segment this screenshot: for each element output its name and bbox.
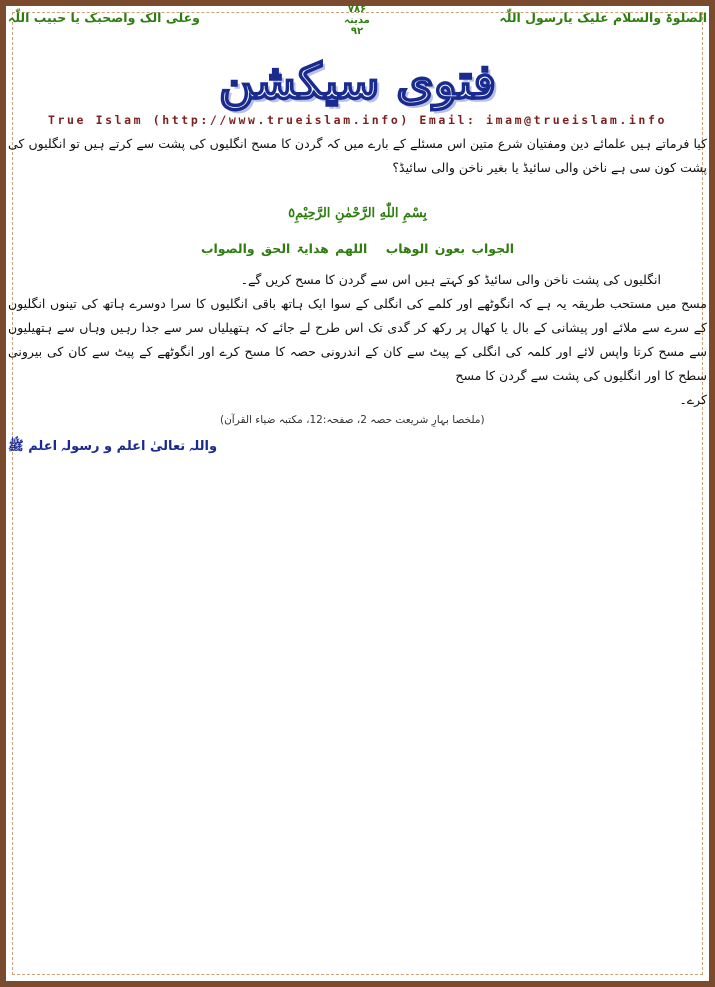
answer-heading-part1: الجواب بعون الوھاب [385, 241, 515, 256]
answer-heading-part2: اللھم ھدایۃ الحق والصواب [200, 241, 368, 256]
answer-heading [0, 241, 715, 256]
answer-paragraph-2: مسح میں مستحب طریقہ یہ ہے کہ انگوٹھے اور کلمے کی انگلی کے سوا ایک ہاتھ باقی انگلیوں کا سرا دوسرے ہاتھ کی تینوں انگلیوں کے سرے سے ملائے اور پیشانی کے بال یا کھال پر رکھ کر گدی تک اس طرح لے جائے کہ ہتھیلیاں سر سے جدا رہیں وہاں سے ہتھیلیوں سے مسح کرتا واپس لائے اور کلمہ کی انگلی کے پیٹ سے کان کے اندرونی حصہ کا مسح کرے اور انگوٹھے کے پیٹ سے کان کی بیرونی سطح کا اور انگلیوں کی پشت سے گردن کا مسح [8, 296, 707, 383]
madina-number-786: ۷۸۶ [347, 4, 367, 15]
site-contact-line: True Islam (http://www.trueislam.info) Email: imam@trueislam.info [47, 113, 668, 127]
answer-paragraph-2-end: کرے۔ [679, 392, 707, 407]
madina-number-92: ۹۲ [350, 26, 364, 37]
bismillah: بِسْمِ اللّٰهِ الرَّحْمٰنِ الرَّحِيْمِ٥ [288, 206, 427, 221]
reference-citation: (ملخصا بہارِ شریعت حصہ 2، صفحہ:12، مکتبہ ضیاء القرآن) [220, 414, 485, 426]
salutation-right: الصلوۃ والسلام علیک یارسول اللّٰہ [499, 10, 707, 25]
salutation-left: وعلی الک واصحبک یا حبیب اللّٰہ [8, 10, 200, 25]
page-title: فتوی سیکشن [218, 54, 497, 110]
answer-body [8, 268, 707, 412]
question-text: کیا فرماتے ہیں علمائے دین ومفتیان شرع متین اس مسئلے کے بارے میں کہ گردن کا مسح انگلیوں کی پشت سے کرتے ہیں تو انگلیوں کی پشت کون سی ہے ناخن والی سائیڈ یا بغیر ناخن والی سائیڈ؟ [8, 136, 707, 175]
madina-word: مدینہ [344, 15, 370, 26]
closing-statement: واللہ تعالیٰ اعلم و رسولہ اعلم ﷺ [8, 439, 218, 454]
answer-paragraph-1: انگلیوں کی پشت ناخن والی سائیڈ کو کہتے ہیں اس سے گردن کا مسح کریں گے۔ [240, 272, 661, 287]
madina-mark [337, 4, 377, 37]
